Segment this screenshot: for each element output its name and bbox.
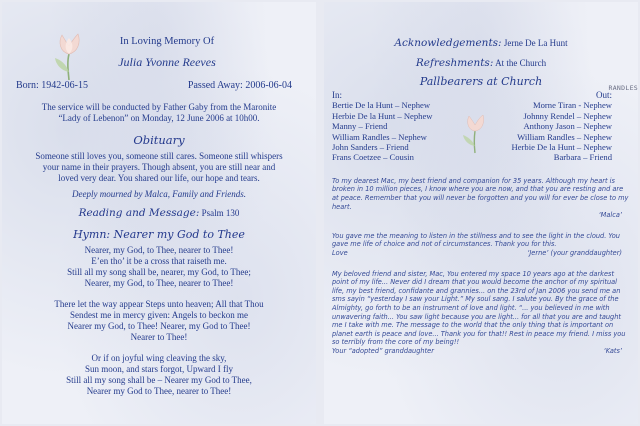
hymn-line: E’en tho’ it be a cross that raiseth me. (91, 256, 227, 266)
pallbearer: Barbara – Friend (553, 152, 612, 163)
hymn-line: Nearer to Thee! (130, 332, 188, 342)
hymn-stanza (10, 299, 308, 343)
message-signature: ‘Malca’ (598, 211, 622, 220)
reading-value: Psalm 130 (199, 208, 240, 218)
obituary-heading: Obituary (133, 133, 185, 147)
pallbearer: William Randles – Nephew (332, 131, 427, 142)
hymn-line: Nearer my God, to Thee! Nearer, my God to Thee! (67, 321, 251, 331)
pallbearer: Herbie De la Hunt – Nephew (511, 142, 612, 153)
refr-value: At the Church (493, 58, 547, 68)
hymn-line: Nearer, my God, to Thee, nearer to Thee! (84, 245, 234, 255)
reading-label: Reading and Message: (78, 207, 200, 219)
pallbearer: Anthony Jason – Nephew (523, 121, 612, 132)
message-kats: My beloved friend and sister, Mac, You entered my space 10 years ago at the darkest point of my life... Never did I dream that you would become the anchor of my spiritual life, my best friend, confidante and grannies... on the 23rd of Jan 2006 you send me an sms sayin “yesterday I saw your Light.” My soul sang. I salute you. By the grace of the Almighty, go forth to be an instrument of love and light. “... you believed in me with unwavering faith... You saw light because you are light... for all that you are and taught me I take with me. The message to the world that the only thing that is important on planet earth is peace and love... Thank you for that!! Rest in peace my friend. I miss you so terribly from the core of my being!! (332, 269, 626, 347)
pallbearer: Herbie De la Hunt – Nephew (332, 110, 433, 121)
mourned-by: Deeply mourned by Malca, Family and Friends. (72, 189, 246, 199)
born-date: Born: 1942-06-15 (16, 80, 88, 91)
hymn-line: Still all my song shall be, nearer, my God, to Thee; (67, 267, 251, 277)
hymn-line: Sendest me in mercy given: Angels to beckon me (70, 310, 248, 320)
pallbearer: Bertie De la Hunt – Nephew (332, 100, 431, 111)
tulip-flower-icon (50, 32, 88, 82)
ack-label: Acknowledgements: (394, 37, 502, 49)
hymn-line: Nearer my God to Thee, nearer to Thee! (86, 386, 232, 396)
deceased-name: Julia Yvonne Reeves (118, 55, 216, 69)
pallbearers-heading: Pallbearers at Church (419, 75, 543, 88)
pallbearer: John Sanders – Friend (332, 142, 409, 153)
pallbearers-in (332, 90, 432, 163)
passed-date: Passed Away: 2006-06-04 (187, 80, 292, 91)
refr-label: Refreshments: (415, 57, 494, 69)
pallbearer: Johnny Rendel – Nephew (523, 110, 612, 121)
obituary-line: Someone still loves you, someone still cares. Someone still whispers (35, 151, 283, 161)
ack-value: Jerne De La Hunt (501, 38, 568, 48)
left-page (2, 2, 316, 424)
pallbearer: William Randles – Nephew (517, 131, 612, 142)
hymn-line: Or if on joyful wing cleaving the sky, (91, 353, 227, 363)
hymn-line: There let the way appear Steps unto heaven; All that Thou (54, 299, 264, 309)
right-page (324, 2, 638, 424)
in-label: In: (332, 90, 342, 100)
message-signature: ‘Kats’ (603, 346, 622, 355)
memory-title: In Loving Memory Of (119, 36, 215, 47)
pallbearers-out (512, 90, 630, 163)
pallbearer: Manny – Friend (332, 121, 388, 132)
tulip-flower-icon (459, 114, 491, 154)
message-signature: ‘Jerne’ (your granddaughter) (527, 249, 622, 257)
hymn-heading: Hymn: Nearer my God to Thee (73, 228, 245, 241)
hymn-stanza (10, 245, 308, 289)
acknowledgements (332, 37, 630, 49)
hymn-line: Still all my song shall be – Nearer my God to Thee, (66, 375, 252, 385)
hymn-stanza (10, 353, 308, 397)
refreshments (332, 57, 630, 69)
reading-heading (10, 207, 308, 219)
handwritten-note: RANDLES (608, 84, 638, 92)
pallbearer: Frans Coetzee – Cousin (332, 152, 414, 163)
service-info (10, 102, 308, 124)
message-signature-row (332, 249, 630, 258)
message-malca: To my dearest Mac, my best friend and companion for 35 years. Although my heart is broken in 10 million pieces, I know where you are now, and that you are resting and are at peace. Remember that you will never be forgotten and you will for ever be close to my heart. (332, 176, 629, 211)
obituary-line: your name in their prayers. Though absent, you are still near and (42, 162, 276, 172)
message-signature-row (332, 347, 630, 356)
hymn-line: Nearer, my God, to Thee, nearer to Thee! (84, 278, 234, 288)
out-label: Out: (595, 90, 612, 100)
obituary-text (10, 151, 308, 184)
obituary-line: loved very dear. You shared our life, our hope and tears. (58, 173, 260, 183)
pallbearer: Morne Tiran - Nephew (532, 100, 612, 111)
service-line: “Lady of Lebenon” on Monday, 12 June 2006 at 10h00. (58, 113, 260, 123)
message-from: Your “adopted” granddaughter (332, 346, 434, 355)
message-love: Love (332, 249, 348, 257)
hymn-line: Sun moon, and stars forgot, Upward I fly (84, 364, 234, 374)
message-jerne: You gave me the meaning to listen in the stillness and to see the light in the cloud. You gave me life of choice and not of circumstances. Thank you for this. (332, 231, 620, 249)
service-line: The service will be conducted by Father Gaby from the Maronite (41, 102, 277, 112)
